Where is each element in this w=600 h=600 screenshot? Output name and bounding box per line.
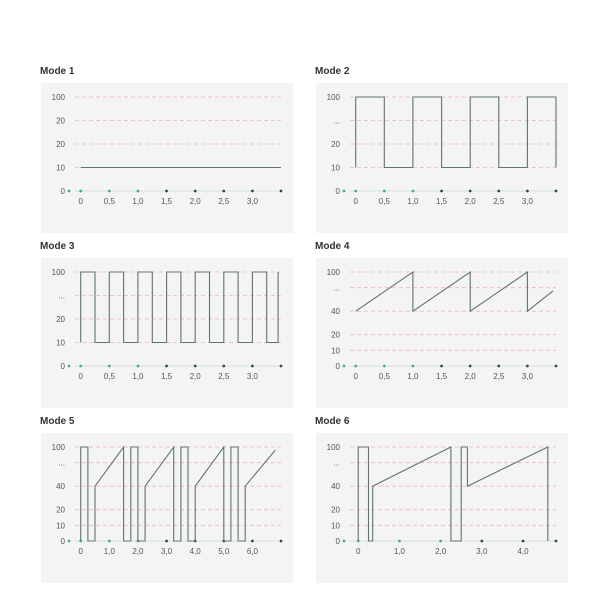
series-line bbox=[356, 272, 553, 311]
x-tick-marker bbox=[469, 190, 472, 193]
x-tick-marker bbox=[354, 190, 357, 193]
x-tick-marker bbox=[412, 190, 415, 193]
x-tick-label: 2,0 bbox=[189, 372, 201, 381]
y-tick-label: 0 bbox=[60, 362, 65, 371]
x-tick-label: 2,5 bbox=[493, 372, 505, 381]
x-tick-label: 2,0 bbox=[464, 197, 476, 206]
x-tick-marker bbox=[383, 365, 386, 368]
plot-area bbox=[316, 433, 568, 583]
x-tick-marker bbox=[522, 540, 525, 543]
chart-title: Mode 5 bbox=[40, 416, 75, 427]
x-tick-marker bbox=[251, 540, 254, 543]
chart-panel-mode-1 bbox=[40, 66, 293, 236]
x-tick-label: 1,5 bbox=[160, 197, 173, 206]
plot-area bbox=[41, 83, 293, 233]
chart-panel-mode-6 bbox=[315, 416, 568, 586]
x-tick-label: 1,0 bbox=[407, 372, 419, 381]
chart-title: Mode 1 bbox=[40, 66, 75, 77]
x-tick-label: 0,5 bbox=[378, 372, 390, 381]
chart-svg-mode-1 bbox=[41, 83, 293, 233]
x-tick-label: 5,0 bbox=[218, 547, 230, 556]
y-tick-label: 40 bbox=[56, 482, 65, 492]
y-tick-label: 100 bbox=[326, 93, 340, 102]
y-tick-label: 20 bbox=[331, 505, 340, 515]
x-tick-marker bbox=[79, 190, 82, 193]
y-tick-label: 100 bbox=[51, 268, 65, 277]
x-tick-label: 3,0 bbox=[521, 197, 533, 206]
y-tick-label: 0 bbox=[60, 537, 65, 546]
x-tick-label: 2,0 bbox=[435, 547, 447, 556]
chart-svg-mode-5 bbox=[41, 433, 293, 583]
y-tick-label: 0 bbox=[335, 362, 340, 371]
y-tick-label: 10 bbox=[56, 163, 65, 173]
axis-origin-marker bbox=[68, 365, 71, 368]
chart-svg-mode-3 bbox=[41, 258, 293, 408]
y-tick-label: 40 bbox=[331, 482, 340, 492]
y-tick-label: ... bbox=[58, 458, 65, 468]
x-tick-label: 0,5 bbox=[103, 197, 115, 206]
plot-area bbox=[41, 433, 293, 583]
x-tick-label: 0 bbox=[78, 547, 83, 556]
x-tick-marker bbox=[480, 540, 483, 543]
x-tick-marker bbox=[251, 190, 254, 193]
x-tick-label: 0,5 bbox=[103, 372, 115, 381]
y-tick-label: 100 bbox=[326, 443, 340, 452]
chart-panel-mode-4 bbox=[315, 241, 568, 411]
plot-area bbox=[316, 258, 568, 408]
x-tick-label: 3,0 bbox=[521, 372, 533, 381]
x-tick-label: 6,0 bbox=[246, 547, 258, 556]
x-tick-marker bbox=[497, 365, 500, 368]
x-tick-label: 1,0 bbox=[407, 197, 419, 206]
x-tick-label: 3,0 bbox=[246, 372, 258, 381]
series-line bbox=[81, 272, 278, 343]
x-tick-marker bbox=[439, 540, 442, 543]
x-tick-label: 2,5 bbox=[493, 197, 505, 206]
x-tick-label: 2,5 bbox=[218, 372, 230, 381]
y-tick-label: 10 bbox=[331, 163, 340, 173]
x-tick-label: 4,0 bbox=[189, 547, 201, 556]
axis-end-marker bbox=[555, 540, 558, 543]
x-tick-label: 0,5 bbox=[378, 197, 390, 206]
x-tick-marker bbox=[194, 365, 197, 368]
chart-svg-mode-2 bbox=[316, 83, 568, 233]
x-tick-label: 1,0 bbox=[132, 372, 144, 381]
y-tick-label: 0 bbox=[335, 187, 340, 196]
x-tick-label: 0 bbox=[78, 372, 83, 381]
x-tick-label: 0 bbox=[356, 547, 361, 556]
x-tick-label: 0 bbox=[353, 197, 358, 206]
x-tick-marker bbox=[526, 365, 529, 368]
x-tick-marker bbox=[165, 540, 168, 543]
plot-area bbox=[41, 258, 293, 408]
x-tick-marker bbox=[79, 365, 82, 368]
axis-end-marker bbox=[555, 365, 558, 368]
x-tick-marker bbox=[469, 365, 472, 368]
x-tick-marker bbox=[440, 365, 443, 368]
chart-title: Mode 6 bbox=[315, 416, 350, 427]
x-tick-label: 4,0 bbox=[517, 547, 529, 556]
x-tick-marker bbox=[108, 540, 111, 543]
x-tick-label: 1,5 bbox=[435, 372, 448, 381]
chart-svg-mode-6 bbox=[316, 433, 568, 583]
axis-end-marker bbox=[280, 365, 283, 368]
y-tick-label: 100 bbox=[326, 268, 340, 277]
x-tick-marker bbox=[251, 365, 254, 368]
x-tick-label: 2,5 bbox=[218, 197, 230, 206]
y-tick-label: 20 bbox=[56, 140, 65, 149]
y-tick-label: 20 bbox=[331, 330, 340, 340]
chart-title: Mode 3 bbox=[40, 241, 75, 252]
y-tick-label: 0 bbox=[60, 187, 65, 196]
y-tick-label: 100 bbox=[51, 443, 65, 452]
x-tick-marker bbox=[108, 365, 111, 368]
x-tick-marker bbox=[440, 190, 443, 193]
x-tick-marker bbox=[412, 365, 415, 368]
y-tick-label: ... bbox=[333, 116, 340, 126]
x-tick-marker bbox=[165, 365, 168, 368]
axis-origin-marker bbox=[343, 190, 346, 193]
x-tick-marker bbox=[222, 365, 225, 368]
y-tick-label: 10 bbox=[56, 338, 65, 348]
chart-title: Mode 2 bbox=[315, 66, 350, 77]
chart-panel-mode-3 bbox=[40, 241, 293, 411]
x-tick-label: 0 bbox=[78, 197, 83, 206]
x-tick-marker bbox=[194, 190, 197, 193]
y-tick-label: ... bbox=[333, 283, 340, 293]
axis-end-marker bbox=[280, 540, 283, 543]
x-tick-marker bbox=[383, 190, 386, 193]
x-tick-label: 3,0 bbox=[246, 197, 258, 206]
x-tick-label: 0 bbox=[353, 372, 358, 381]
y-tick-label: ... bbox=[333, 458, 340, 468]
chart-panel-mode-5 bbox=[40, 416, 293, 586]
y-tick-label: 20 bbox=[331, 140, 340, 149]
x-tick-label: 3,0 bbox=[476, 547, 488, 556]
x-tick-marker bbox=[354, 365, 357, 368]
plot-area bbox=[316, 83, 568, 233]
x-tick-label: 3,0 bbox=[160, 547, 173, 556]
x-tick-label: 1,5 bbox=[435, 197, 448, 206]
axis-end-marker bbox=[280, 190, 283, 193]
x-tick-label: 1,0 bbox=[393, 547, 406, 556]
y-tick-label: 10 bbox=[331, 521, 340, 531]
x-tick-marker bbox=[108, 190, 111, 193]
y-tick-label: 20 bbox=[56, 315, 65, 324]
series-line bbox=[358, 447, 548, 541]
x-tick-marker bbox=[165, 190, 168, 193]
x-tick-marker bbox=[222, 190, 225, 193]
chart-svg-mode-4 bbox=[316, 258, 568, 408]
x-tick-label: 2,0 bbox=[189, 197, 201, 206]
y-tick-label: 40 bbox=[331, 307, 340, 317]
x-tick-marker bbox=[398, 540, 401, 543]
x-tick-label: 2,0 bbox=[132, 547, 144, 556]
x-tick-label: 1,0 bbox=[132, 197, 144, 206]
y-tick-label: 0 bbox=[335, 537, 340, 546]
y-tick-label: 10 bbox=[56, 521, 65, 531]
axis-origin-marker bbox=[68, 190, 71, 193]
chart-panel-mode-2 bbox=[315, 66, 568, 236]
chart-title: Mode 4 bbox=[315, 241, 350, 252]
y-tick-label: 20 bbox=[56, 505, 65, 515]
axis-origin-marker bbox=[343, 365, 346, 368]
x-tick-marker bbox=[137, 190, 140, 193]
y-tick-label: ... bbox=[58, 291, 65, 301]
x-tick-label: 1,0 bbox=[103, 547, 115, 556]
axis-end-marker bbox=[555, 190, 558, 193]
axis-origin-marker bbox=[68, 540, 71, 543]
x-tick-label: 2,0 bbox=[464, 372, 476, 381]
y-tick-label: 100 bbox=[51, 93, 65, 102]
x-tick-marker bbox=[526, 190, 529, 193]
y-tick-label: 20 bbox=[56, 116, 65, 126]
series-line bbox=[356, 97, 556, 168]
x-tick-marker bbox=[497, 190, 500, 193]
y-tick-label: 10 bbox=[331, 346, 340, 356]
x-tick-label: 1,5 bbox=[160, 372, 173, 381]
series-line bbox=[81, 447, 276, 541]
axis-origin-marker bbox=[343, 540, 346, 543]
x-tick-marker bbox=[137, 365, 140, 368]
